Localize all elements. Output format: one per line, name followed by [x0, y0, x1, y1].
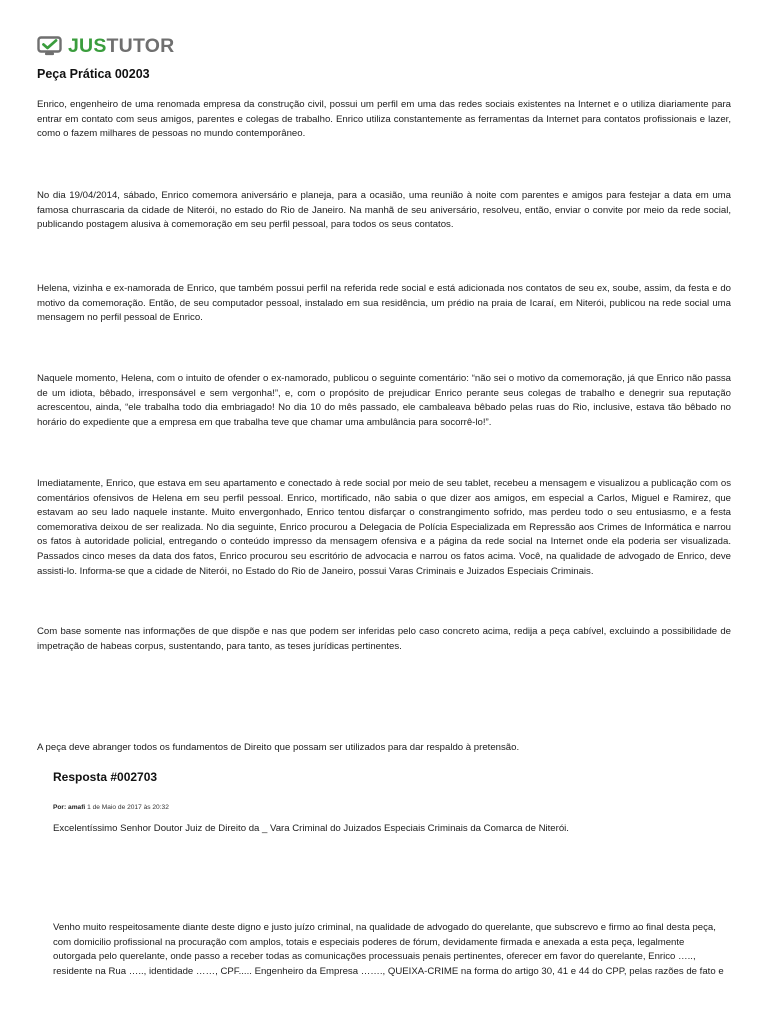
brand-name [68, 35, 174, 57]
answer-date: 1 de Maio de 2017 às 20:32 [87, 804, 169, 811]
case-paragraph: Enrico, engenheiro de uma renomada empresa da construção civil, possui um perfil em uma das redes sociais existentes na Internet e o utiliza diariamente para entrar em contato com seus amigos, parentes e colegas de trabalho. Enrico utiliza constantemente as ferramentas da Internet para contatos profissionais e lazer, como o fazem milhares de pessoas no mundo contemporâneo. [37, 99, 731, 140]
brand-name-tutor: TUTOR [106, 35, 175, 57]
brand-name-jus: JUS [68, 35, 107, 57]
answer-author[interactable]: amafi [68, 804, 86, 811]
answer-paragraph: Venho muito respeitosamente diante deste digno e justo juízo criminal, na qualidade de advogado do querelante, que subscrevo e firmo ao final desta peça, com domicilio profissional na procuração com amplos, totais e especiais poderes de fórum, devidamente firmada e anexada a esta peça, legalmente outorgada pelo querelante, onde passo a receber todas as comunicações processuais penais pertinentes, oferecer em favor do querelante, Enrico ….., residente na Rua ….., identidade ……, CPF..... Engenheiro da Empresa ……., QUEIXA-CRIME na forma do artigo 30, 41 e 44 do CPP, pelas razões de fato e [53, 922, 724, 977]
case-paragraph: No dia 19/04/2014, sábado, Enrico comemora aniversário e planeja, para a ocasião, uma reunião à noite com parentes e amigos para festejar a data em uma famosa churrascaria da cidade de Niterói, no estado do Rio de Janeiro. Na manhã de seu aniversário, resolveu, então, enviar o convite por meio da rede social, publicando postagem alusiva à comemoração em seu perfil pessoal, para todos os seus contatos. [37, 190, 731, 231]
monitor-check-icon [37, 36, 62, 56]
answer-paragraph: Excelentíssimo Senhor Doutor Juiz de Direito da _ Vara Criminal do Juizados Especiais Criminais da Comarca de Niterói. [53, 823, 569, 834]
answer-meta [53, 803, 169, 812]
case-paragraph: Helena, vizinha e ex-namorada de Enrico, que também possui perfil na referida rede social e está adicionada nos contatos de seu ex, soube, assim, da festa e do motivo da comemoração. Então, de seu computador pessoal, instalado em sua residência, um prédio na praia de Icaraí, em Niterói, publicou na rede social uma mensagem no perfil pessoal de Enrico. [37, 283, 731, 324]
case-paragraph: A peça deve abranger todos os fundamentos de Direito que possam ser utilizados para dar respaldo à pretensão. [37, 742, 520, 753]
justutor-logo[interactable] [37, 34, 174, 58]
case-paragraph: Imediatamente, Enrico, que estava em seu apartamento e conectado à rede social por meio de seu tablet, recebeu a mensagem e visualizou a publicação com os comentários ofensivos de Helena em seu perfil pessoal. Enrico, mortificado, não sabia o que dizer aos amigos, em especial a Carlos, Miguel e Ramirez, que estavam ao seu lado naquele instante. Muito envergonhado, Enrico tentou disfarçar o constrangimento sofrido, mas perdeu todo o seu entusiasmo, e a festa comemorativa deixou de ser realizada. No dia seguinte, Enrico procurou a Delegacia de Polícia Especializada em Repressão aos Crimes de Informática e narrou os fatos à autoridade policial, entregando o conteúdo impresso da mensagem ofensiva e a página da rede social na Internet onde ela poderia ser visualizada. Passados cinco meses da data dos fatos, Enrico procurou seu escritório de advocacia e narrou os fatos acima. Você, na qualidade de advogado de Enrico, deve assisti-lo. Informa-se que a cidade de Niterói, no Estado do Rio de Janeiro, possui Varas Criminais e Juizados Especiais Criminais. [37, 478, 731, 577]
case-paragraph: Com base somente nas informações de que dispõe e nas que podem ser inferidas pelo caso concreto acima, redija a peça cabível, excluindo a possibilidade de impetração de habeas corpus, sustentando, para tanto, as teses jurídicas pertinentes. [37, 626, 731, 652]
answer-title: Resposta #002703 [53, 770, 158, 784]
answer-meta-label: Por: [53, 804, 67, 811]
page-title: Peça Prática 00203 [37, 67, 150, 81]
case-paragraph: Naquele momento, Helena, com o intuito de ofender o ex-namorado, publicou o seguinte comentário: “não sei o motivo da comemoração, já que Enrico não passa de um idiota, bêbado, irresponsável e sem vergonha!”, e, com o propósito de prejudicar Enrico perante seus colegas de trabalho e denegrir sua reputação acrescentou, ainda, “ele trabalha todo dia embriagado! No dia 10 do mês passado, ele cambaleava bêbado pelas ruas do Rio, inclusive, estava tão bêbado no horário do expediente que a empresa em que trabalha teve que chamar uma ambulância para socorrê-lo!”. [37, 373, 731, 428]
